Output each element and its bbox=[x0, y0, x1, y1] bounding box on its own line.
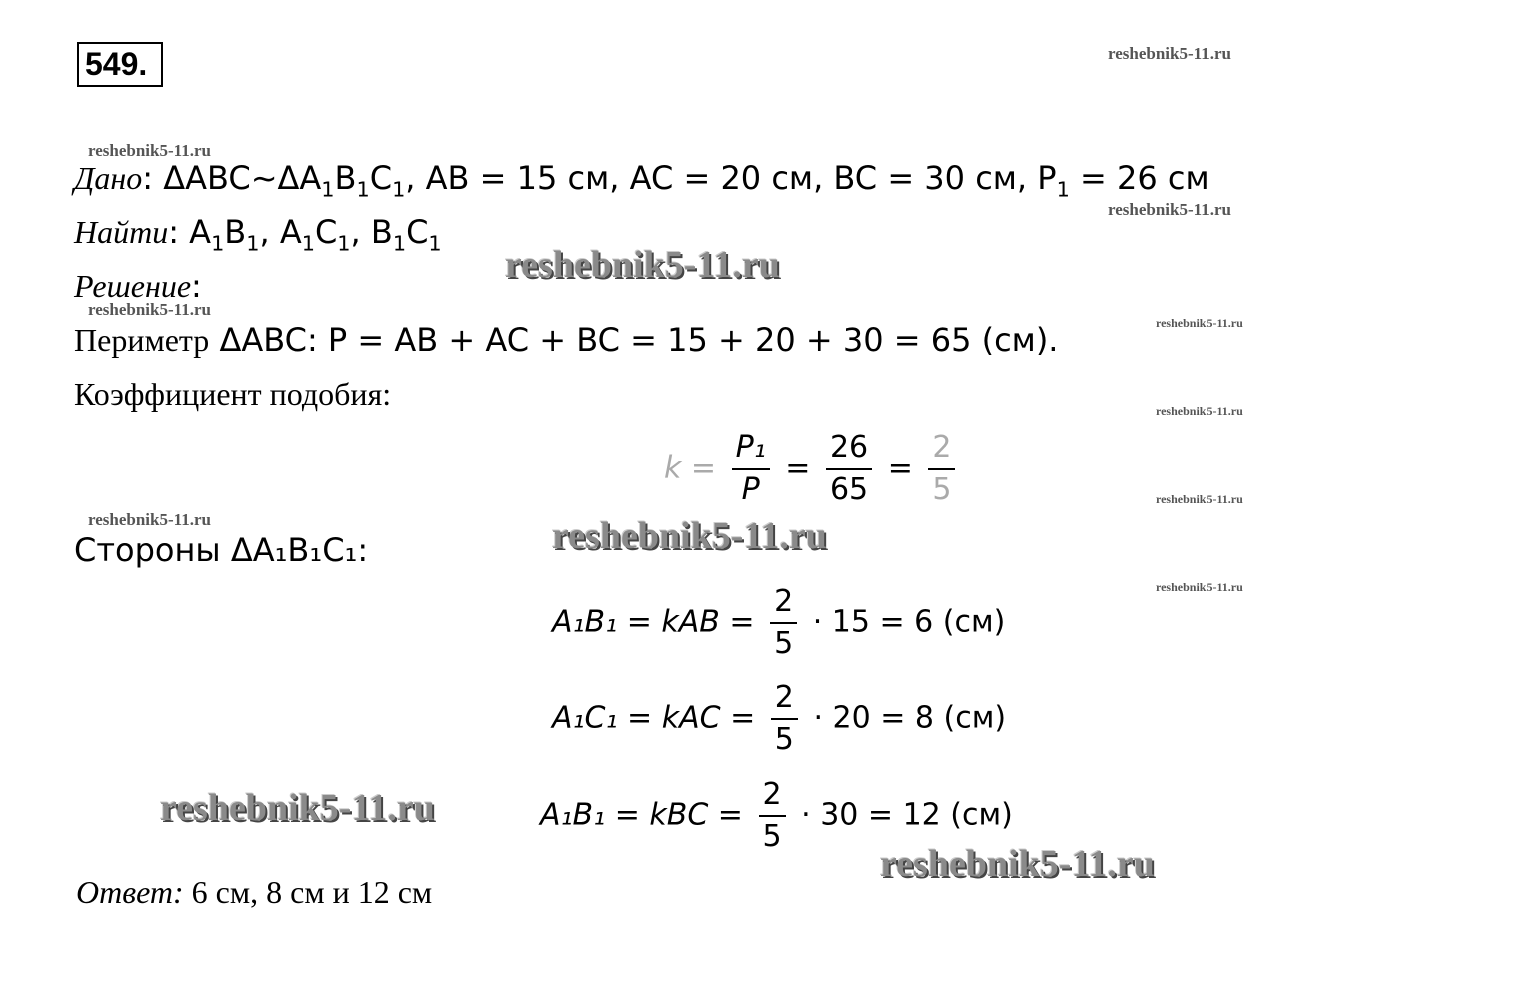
fraction-numerator: P₁ bbox=[735, 430, 766, 465]
k-symbol: k bbox=[664, 450, 682, 486]
side-formula-rhs: · 30 = 12 (см) bbox=[801, 797, 1013, 833]
watermark: reshebnik5-11.ru bbox=[880, 843, 1155, 885]
find-content: : $A_1B_1$, $A_1C_1$, $B_1C_1$ bbox=[168, 213, 442, 256]
fraction-p1-p bbox=[732, 428, 770, 510]
sides-label: Стороны ΔA₁B₁C₁: bbox=[74, 531, 369, 569]
perimeter-prefix: Периметр bbox=[74, 322, 210, 358]
watermark: reshebnik5-11.ru bbox=[88, 141, 211, 160]
problem-number: 549. bbox=[77, 42, 163, 87]
watermark: reshebnik5-11.ru bbox=[552, 515, 827, 557]
watermark: reshebnik5-11.ru bbox=[1156, 492, 1243, 506]
watermark: reshebnik5-11.ru bbox=[505, 244, 780, 286]
k-formula: k = $\frac{\text{P₁}}{P}$ = $\frac{26}{65}$ = $\frac{2}{5}$ bbox=[664, 428, 961, 510]
fraction-numerator: 26 bbox=[829, 430, 869, 465]
fraction-2-5 bbox=[771, 678, 798, 760]
watermark: reshebnik5-11.ru bbox=[1108, 200, 1231, 219]
answer-text: 6 см, 8 см и 12 см bbox=[191, 874, 433, 910]
side-formula-1 bbox=[552, 582, 1005, 664]
solution-line: Решение: bbox=[74, 267, 202, 305]
fraction-2-5 bbox=[770, 582, 797, 664]
fraction-denominator: 5 bbox=[928, 468, 955, 510]
watermark: reshebnik5-11.ru bbox=[1108, 44, 1231, 63]
side-formula-2 bbox=[552, 678, 1006, 760]
given-label: Дано bbox=[74, 160, 143, 196]
find-label: Найти bbox=[74, 214, 169, 250]
find-line bbox=[74, 214, 442, 261]
fraction-numerator: 2 bbox=[774, 584, 794, 619]
fraction-denominator: 65 bbox=[826, 468, 872, 510]
watermark: reshebnik5-11.ru bbox=[88, 300, 211, 319]
watermark: reshebnik5-11.ru bbox=[160, 787, 435, 829]
fraction-26-65 bbox=[826, 428, 872, 510]
perimeter-line bbox=[74, 322, 1058, 358]
side-formula-3 bbox=[540, 775, 1013, 857]
answer-label: Ответ: bbox=[76, 874, 184, 910]
side-formula-rhs: · 20 = 8 (см) bbox=[813, 700, 1007, 736]
fraction-numerator: 2 bbox=[774, 680, 794, 715]
solution-label: Решение bbox=[74, 268, 192, 304]
fraction-denominator: 5 bbox=[771, 718, 798, 760]
fraction-denominator: 5 bbox=[770, 622, 797, 664]
side-formula-lhs: A₁B₁ = kBC = bbox=[540, 797, 743, 833]
fraction-2-5 bbox=[759, 775, 786, 857]
side-formula-lhs: A₁C₁ = kAC = bbox=[552, 700, 756, 736]
watermark: reshebnik5-11.ru bbox=[1156, 580, 1243, 594]
watermark: reshebnik5-11.ru bbox=[1156, 404, 1243, 418]
given-content: : $\Delta ABC\sim\Delta A_1B_1C_1$, AB = 15 см, AC = 20 см, BC = 30 см, $P_1 = 26$ см bbox=[142, 159, 1210, 202]
fraction-denominator: 5 bbox=[759, 815, 786, 857]
coefficient-text: Коэффициент подобия: bbox=[74, 376, 392, 412]
given-line bbox=[74, 160, 1210, 207]
watermark: reshebnik5-11.ru bbox=[88, 510, 211, 529]
side-formula-rhs: · 15 = 6 (см) bbox=[812, 604, 1006, 640]
watermark: reshebnik5-11.ru bbox=[1156, 316, 1243, 330]
fraction-numerator: 2 bbox=[932, 430, 952, 465]
answer-line bbox=[76, 874, 432, 910]
perimeter-formula: ΔABC: P = AB + AC + BC = 15 + 20 + 30 = 65 (см). bbox=[219, 321, 1059, 359]
fraction-denominator: P bbox=[732, 468, 770, 510]
fraction-2-5 bbox=[928, 428, 955, 510]
fraction-numerator: 2 bbox=[762, 777, 782, 812]
side-formula-lhs: A₁B₁ = kAB = bbox=[552, 604, 755, 640]
